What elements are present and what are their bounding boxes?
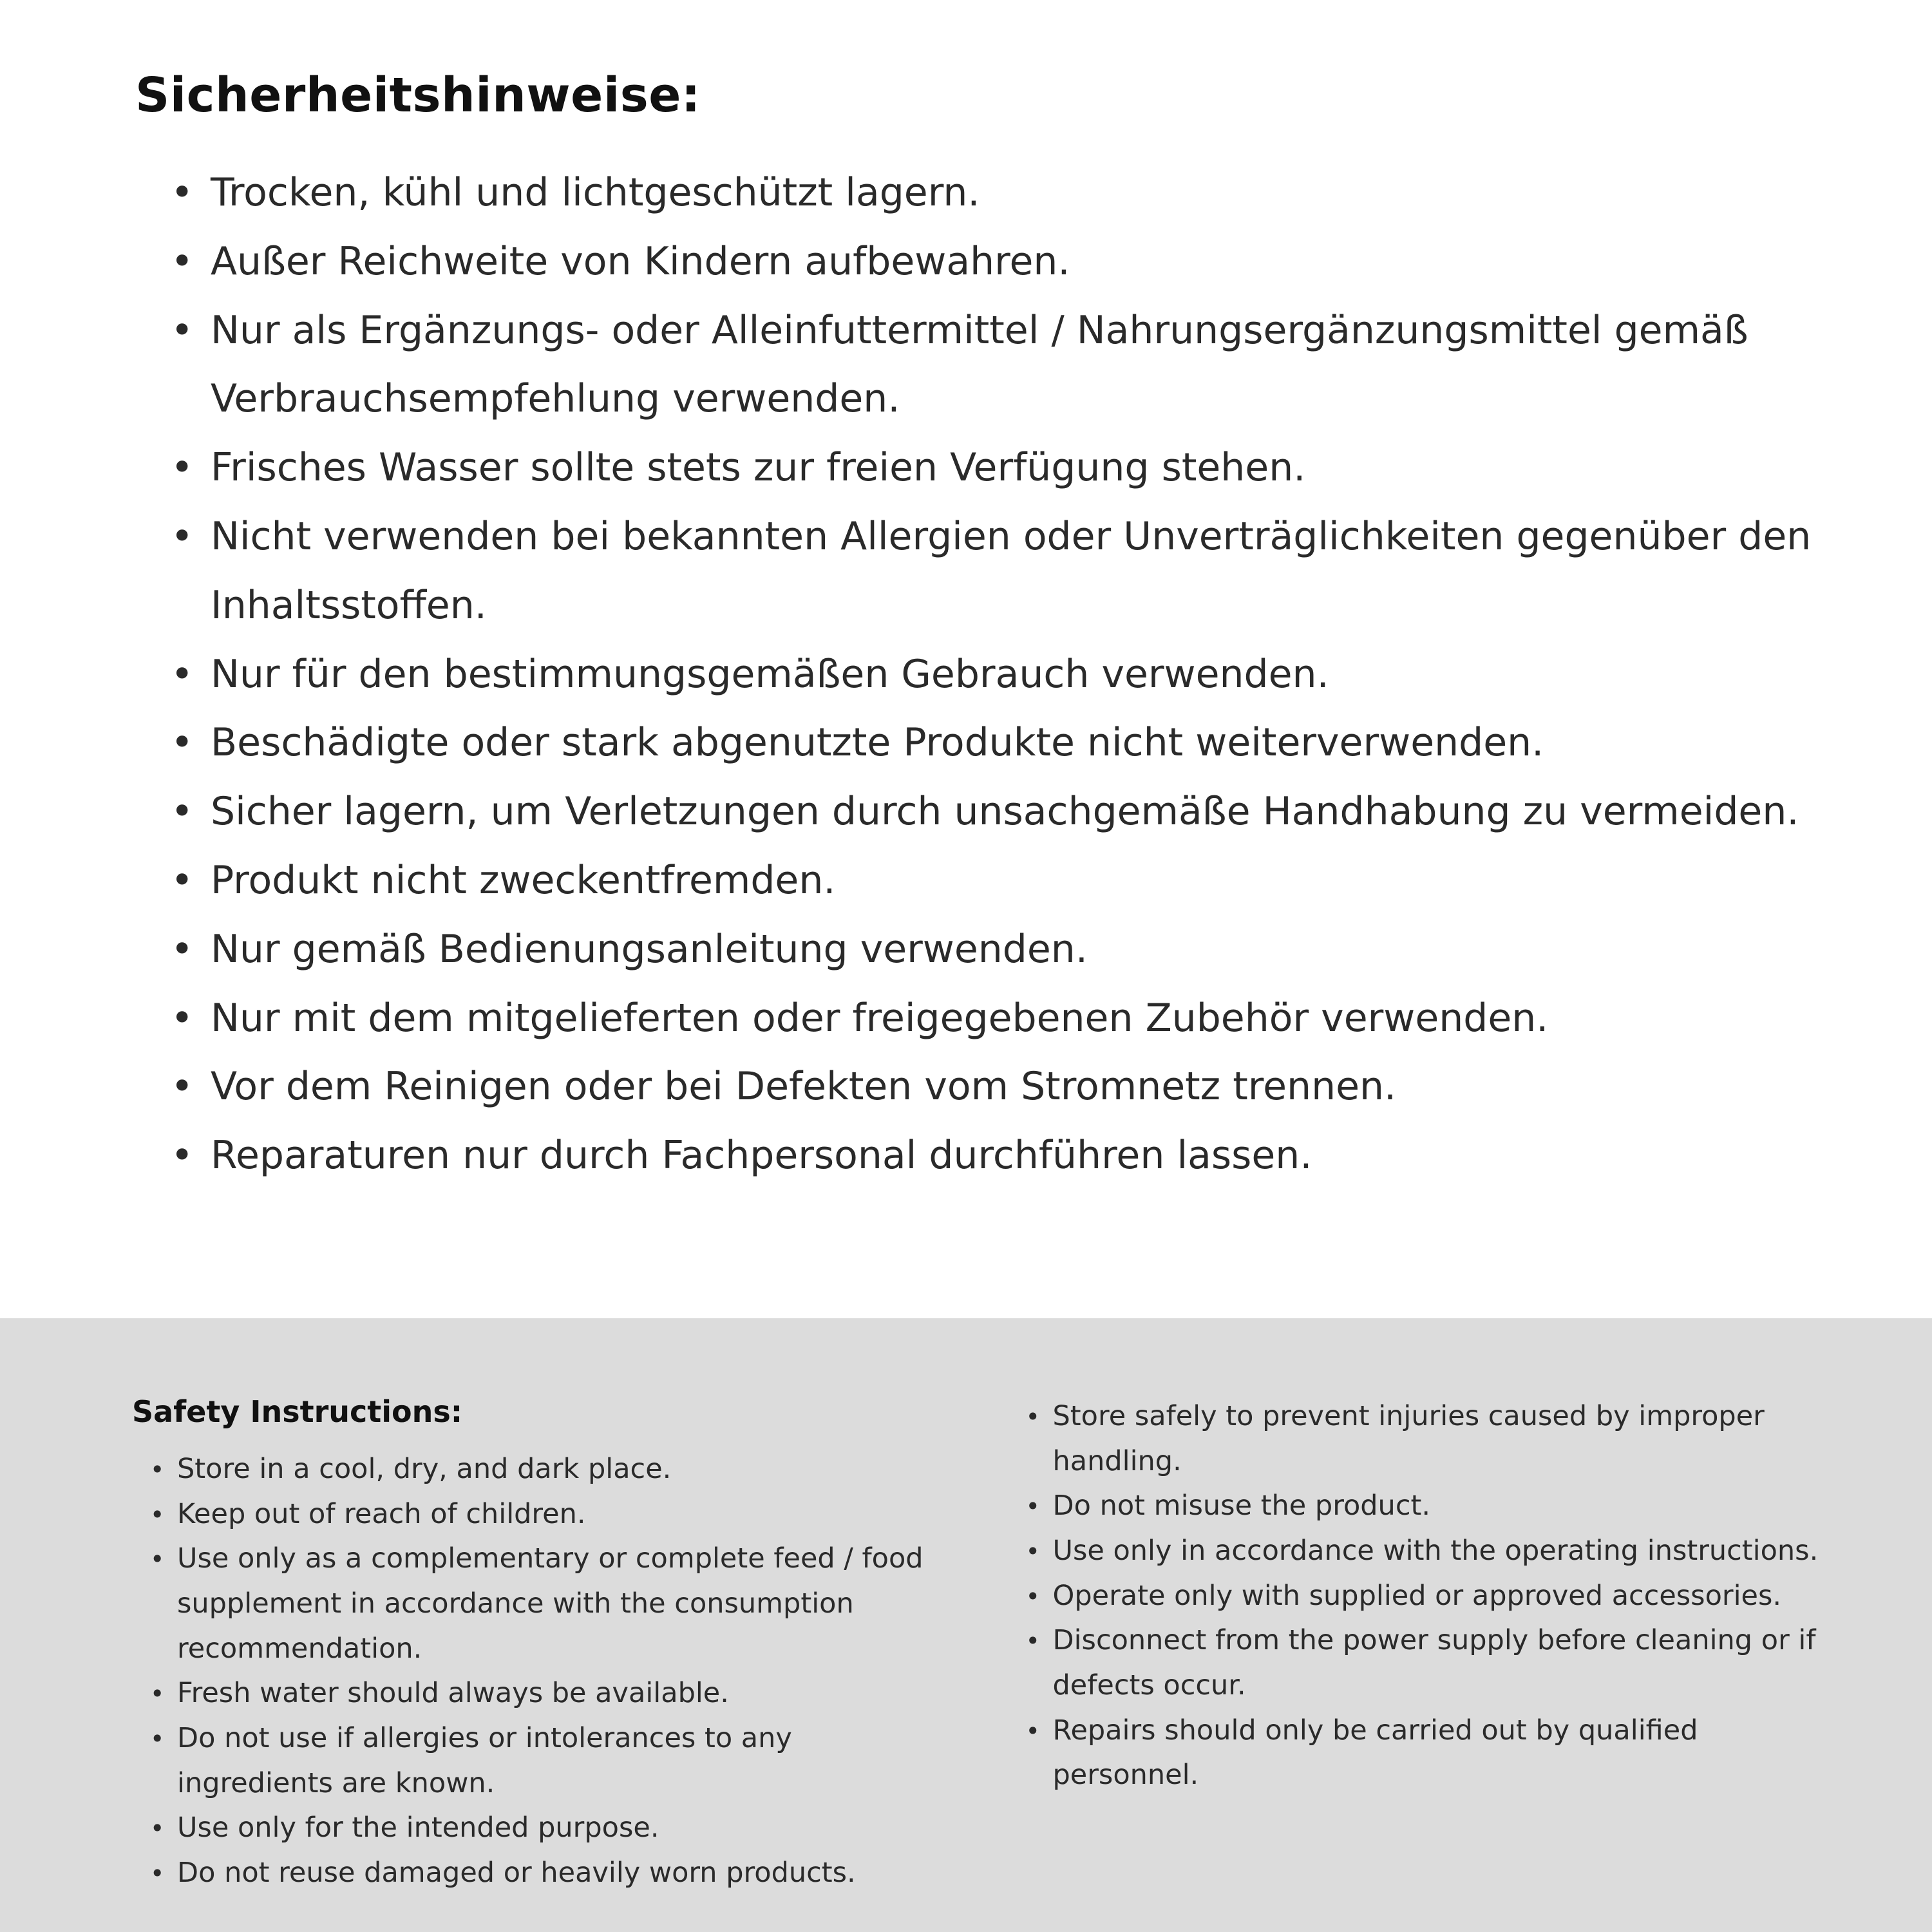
bullet-item: • Produkt nicht zweckentfremden. [171, 846, 1855, 915]
bullet-item: • Reparaturen nur durch Fachpersonal durchführen lassen. [171, 1121, 1855, 1190]
bullet-item: • Store safely to prevent injuries caused by improper handling. [1026, 1394, 1836, 1484]
german-section-title: Sicherheitshinweise: [135, 68, 701, 123]
bullet-item: • Use only in accordance with the operating instructions. [1026, 1529, 1836, 1574]
bullet-item: • Außer Reichweite von Kindern aufbewahren. [171, 227, 1855, 296]
bullet-item: • Disconnect from the power supply before cleaning or if defects occur. [1026, 1618, 1836, 1708]
bullet-item: • Beschädigte oder stark abgenutzte Produkte nicht weiterverwenden. [171, 708, 1855, 777]
bullet-item: • Vor dem Reinigen oder bei Defekten vom Stromnetz trennen. [171, 1052, 1855, 1121]
bullet-item: • Nur für den bestimmungsgemäßen Gebrauch verwenden. [171, 640, 1855, 709]
bullet-item: • Nur mit dem mitgelieferten oder freigegebenen Zubehör verwenden. [171, 984, 1855, 1053]
english-right-column [1026, 1394, 1836, 1896]
bullet-item: • Nur als Ergänzungs- oder Alleinfuttermittel / Nahrungsergänzungsmittel gemäß Verbrauchsempfehlung verwenden. [171, 296, 1855, 434]
bullet-item: • Store in a cool, dry, and dark place. [150, 1447, 942, 1492]
german-safety-list [135, 158, 1855, 1190]
bullet-item: • Frisches Wasser sollte stets zur freien Verfügung stehen. [171, 433, 1855, 502]
bullet-item: • Fresh water should always be available. [150, 1671, 942, 1716]
english-columns [132, 1394, 1835, 1896]
english-section-title: Safety Instructions: [132, 1394, 463, 1429]
bullet-item: • Do not use if allergies or intolerances to any ingredients are known. [150, 1716, 942, 1806]
bullet-item: • Trocken, kühl und lichtgeschützt lagern. [171, 158, 1855, 227]
bullet-item: • Do not misuse the product. [1026, 1484, 1836, 1529]
bullet-item: • Repairs should only be carried out by qualified personnel. [1026, 1709, 1836, 1798]
bullet-item: • Do not reuse damaged or heavily worn products. [150, 1851, 942, 1896]
english-safety-list-right [1026, 1394, 1836, 1798]
bullet-item: • Use only as a complementary or complete feed / food supplement in accordance with the consumption recommendation. [150, 1537, 942, 1671]
english-left-column [132, 1394, 942, 1896]
bullet-item: • Use only for the intended purpose. [150, 1806, 942, 1851]
bullet-item: • Keep out of reach of children. [150, 1492, 942, 1537]
english-safety-section [0, 1318, 1932, 1932]
bullet-item: • Sicher lagern, um Verletzungen durch unsachgemäße Handhabung zu vermeiden. [171, 777, 1855, 846]
bullet-item: • Operate only with supplied or approved accessories. [1026, 1574, 1836, 1619]
bullet-item: • Nicht verwenden bei bekannten Allergien oder Unverträglichkeiten gegenüber den Inhaltsstoffen. [171, 502, 1855, 640]
german-safety-section [135, 68, 1855, 1190]
english-safety-list-left [132, 1447, 942, 1896]
bullet-item: • Nur gemäß Bedienungsanleitung verwenden. [171, 915, 1855, 984]
